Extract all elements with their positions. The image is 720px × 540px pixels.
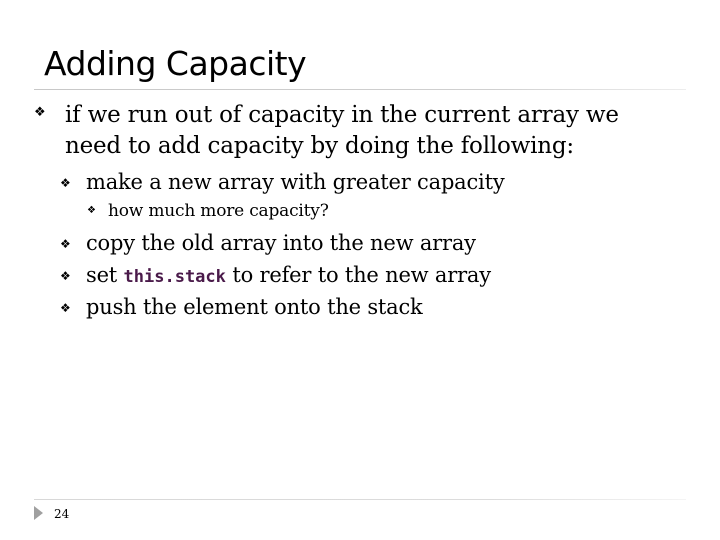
bullet-level3-text: how much more capacity? — [108, 201, 329, 221]
diamond-bullet-icon: ❖ — [87, 205, 96, 216]
bullet-level2-text: copy the old array into the new array — [86, 231, 476, 255]
bullet-text-segment: set — [86, 263, 124, 287]
bullet-level2-text: make a new array with greater capacity — [86, 170, 505, 194]
bullet-level2-text — [86, 263, 491, 287]
diamond-bullet-icon: ❖ — [34, 105, 46, 120]
footer-divider — [34, 499, 686, 500]
bullet-level2-text: push the element onto the stack — [86, 295, 423, 319]
diamond-bullet-icon: ❖ — [60, 237, 71, 251]
title-divider — [34, 89, 686, 90]
bullet-text-segment: to refer to the new array — [225, 263, 491, 287]
diamond-bullet-icon: ❖ — [60, 269, 71, 283]
slide-title: Adding Capacity — [44, 44, 307, 83]
page-number: 24 — [54, 507, 70, 521]
diamond-bullet-icon: ❖ — [60, 301, 71, 315]
code-snippet: this.stack — [123, 267, 226, 287]
triangle-marker-icon — [34, 506, 43, 520]
diamond-bullet-icon: ❖ — [60, 176, 71, 190]
bullet-level1-text: if we run out of capacity in the current array we need to add capacity by doing the following: — [65, 102, 619, 159]
